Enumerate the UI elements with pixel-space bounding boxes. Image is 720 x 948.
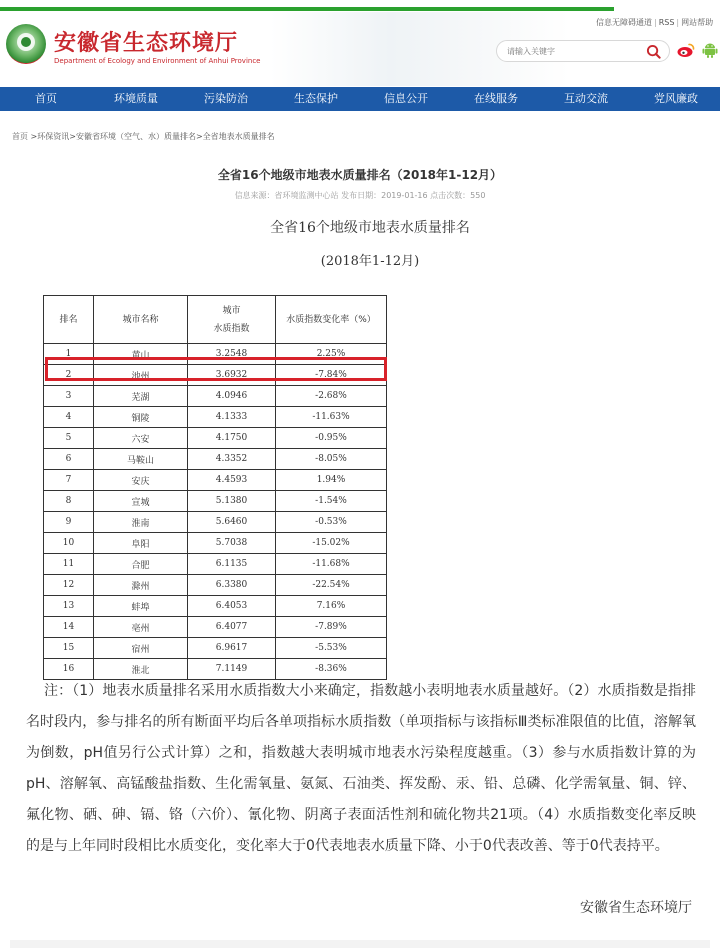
nav-item-env-quality[interactable]: 环境质量	[114, 92, 158, 105]
table-row	[44, 533, 387, 554]
index-cell: 3.6932	[188, 365, 276, 386]
header-index-line2: 水质指数	[213, 323, 250, 334]
index-cell: 7.1149	[188, 659, 276, 680]
android-icon[interactable]	[702, 42, 718, 58]
index-cell: 4.1750	[188, 428, 276, 449]
change-cell: -0.95%	[276, 428, 387, 449]
logo-emblem[interactable]	[6, 24, 46, 64]
city-cell: 阜阳	[94, 533, 188, 554]
table-row	[44, 491, 387, 512]
weibo-icon[interactable]	[677, 42, 695, 58]
highlight-box	[45, 357, 387, 381]
table-row	[44, 449, 387, 470]
city-cell: 合肥	[94, 554, 188, 575]
header-change: 水质指数变化率（%）	[276, 296, 387, 344]
nav-item-home[interactable]: 首页	[35, 92, 57, 105]
rank-cell: 2	[44, 365, 94, 386]
city-cell: 滁州	[94, 575, 188, 596]
index-cell: 6.4053	[188, 596, 276, 617]
rank-cell: 1	[44, 344, 94, 365]
rank-cell: 7	[44, 470, 94, 491]
table-row	[44, 470, 387, 491]
rank-cell: 11	[44, 554, 94, 575]
nav-item-disclosure[interactable]: 信息公开	[384, 92, 428, 105]
change-cell: -11.63%	[276, 407, 387, 428]
change-cell: -15.02%	[276, 533, 387, 554]
rank-cell: 12	[44, 575, 94, 596]
city-cell: 淮南	[94, 512, 188, 533]
index-cell: 3.2548	[188, 344, 276, 365]
nav-item-online-service[interactable]: 在线服务	[474, 92, 518, 105]
change-cell: -2.68%	[276, 386, 387, 407]
change-cell: 2.25%	[276, 344, 387, 365]
rank-cell: 8	[44, 491, 94, 512]
article-title: 全省16个地级市地表水质量排名（2018年1-12月）	[217, 168, 503, 182]
city-cell: 宿州	[94, 638, 188, 659]
rank-cell: 14	[44, 617, 94, 638]
change-cell: -5.53%	[276, 638, 387, 659]
index-cell: 6.9617	[188, 638, 276, 659]
city-cell: 安庆	[94, 470, 188, 491]
table-row	[44, 596, 387, 617]
table-row	[44, 554, 387, 575]
site-title[interactable]: 安徽省生态环境厅	[54, 30, 239, 56]
table-row	[44, 638, 387, 659]
index-cell: 4.0946	[188, 386, 276, 407]
table-row	[44, 407, 387, 428]
nav-item-pollution[interactable]: 污染防治	[204, 92, 248, 105]
table-row	[44, 428, 387, 449]
main-nav	[0, 87, 720, 111]
top-links: 信息无障碍通道 | RSS | 网站帮助	[596, 18, 714, 27]
search-icon[interactable]	[646, 44, 661, 59]
rank-cell: 13	[44, 596, 94, 617]
index-cell: 4.3352	[188, 449, 276, 470]
nav-item-ecology[interactable]: 生态保护	[294, 92, 338, 105]
change-cell: -0.53%	[276, 512, 387, 533]
table-row	[44, 575, 387, 596]
change-cell: -7.84%	[276, 365, 387, 386]
nav-item-interaction[interactable]: 互动交流	[564, 92, 608, 105]
change-cell: -22.54%	[276, 575, 387, 596]
city-cell: 淮北	[94, 659, 188, 680]
rank-cell: 6	[44, 449, 94, 470]
header-city: 城市名称	[94, 296, 188, 344]
rank-cell: 5	[44, 428, 94, 449]
help-link[interactable]: 网站帮助	[681, 18, 714, 27]
rank-cell: 9	[44, 512, 94, 533]
change-cell: 1.94%	[276, 470, 387, 491]
ranking-table	[43, 295, 387, 680]
city-cell: 芜湖	[94, 386, 188, 407]
table-row	[44, 617, 387, 638]
city-cell: 六安	[94, 428, 188, 449]
bottom-bar	[10, 940, 710, 948]
change-cell: -11.68%	[276, 554, 387, 575]
article-note: 注：（1）地表水质量排名采用水质指数大小来确定，指数越小表明地表水质量越好。（2）水质指数是指排名时段内，参与排名的所有断面平均后各单项指标水质指数（单项指标与该指标Ⅲ类标准限值的比值，溶解氧为倒数，pH值另行公式计算）之和，指数越大表明城市地表水污染程度越重。（3）参与水质指数计算的为pH、溶解氧、高锰酸盐指数、生化需氧量、氨氮、石油类、挥发酚、汞、铅、总磷、化学需氧量、铜、锌、氟化物、硒、砷、镉、铬（六价）、氰化物、阴离子表面活性剂和硫化物共21项。（4）水质指数变化率反映的是与上年同时段相比水质变化，变化率大于0代表地表水质量下降、小于0代表改善、等于0代表持平。	[26, 683, 696, 854]
rank-cell: 3	[44, 386, 94, 407]
search-box	[496, 40, 670, 62]
index-cell: 6.4077	[188, 617, 276, 638]
index-cell: 4.4593	[188, 470, 276, 491]
rank-cell: 10	[44, 533, 94, 554]
header-rank: 排名	[44, 296, 94, 344]
change-cell: -8.05%	[276, 449, 387, 470]
table-row	[44, 512, 387, 533]
change-cell: 7.16%	[276, 596, 387, 617]
rank-cell: 15	[44, 638, 94, 659]
city-cell: 宣城	[94, 491, 188, 512]
nav-item-party[interactable]: 党风廉政	[654, 92, 698, 105]
change-cell: -1.54%	[276, 491, 387, 512]
header-index	[188, 296, 276, 344]
city-cell: 蚌埠	[94, 596, 188, 617]
search-input[interactable]	[507, 44, 637, 59]
table-header-row	[44, 296, 387, 344]
header-index-line1: 城市	[222, 305, 241, 316]
city-cell: 亳州	[94, 617, 188, 638]
index-cell: 5.1380	[188, 491, 276, 512]
city-cell: 池州	[94, 365, 188, 386]
rank-cell: 4	[44, 407, 94, 428]
article-period: (2018年1-12月)	[320, 254, 420, 269]
index-cell: 5.7038	[188, 533, 276, 554]
city-cell: 黄山	[94, 344, 188, 365]
breadcrumb[interactable]: 首页 >环保资讯>安徽省环境（空气、水）质量排名>全省地表水质量排名	[12, 132, 275, 141]
top-accent-bar	[0, 0, 720, 12]
index-cell: 5.6460	[188, 512, 276, 533]
article-meta: 信息来源：省环境监测中心站 发布日期：2019-01-16 点击次数：550	[234, 191, 486, 200]
index-cell: 6.3380	[188, 575, 276, 596]
index-cell: 6.1135	[188, 554, 276, 575]
site-subtitle: Department of Ecology and Environment of Anhui Province	[54, 57, 261, 65]
article-signature: 安徽省生态环境厅	[580, 900, 692, 916]
change-cell: -7.89%	[276, 617, 387, 638]
rss-link[interactable]: RSS	[658, 18, 675, 27]
article-heading: 全省16个地级市地表水质量排名	[270, 220, 470, 236]
index-cell: 4.1333	[188, 407, 276, 428]
accessibility-link[interactable]: 信息无障碍通道	[596, 18, 652, 27]
change-cell: -8.36%	[276, 659, 387, 680]
rank-cell: 16	[44, 659, 94, 680]
city-cell: 马鞍山	[94, 449, 188, 470]
city-cell: 铜陵	[94, 407, 188, 428]
table-row	[44, 386, 387, 407]
